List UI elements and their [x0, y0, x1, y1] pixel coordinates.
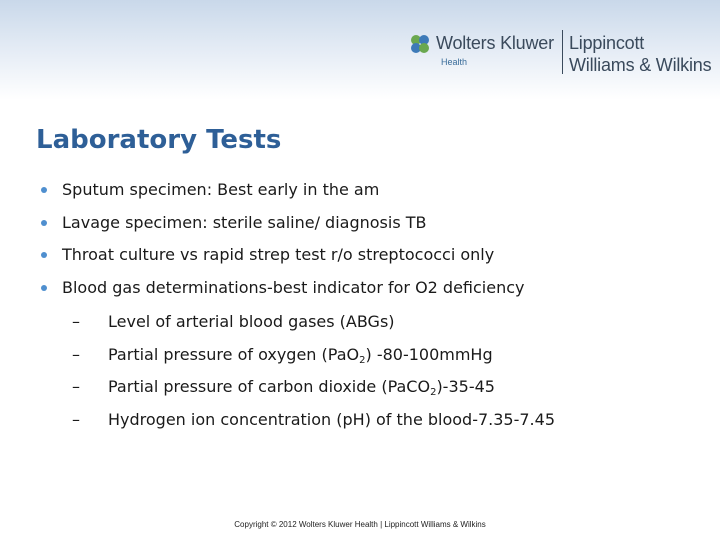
bullet-text: Blood gas determinations-best indicator for O2 deficiency: [62, 277, 525, 297]
bullet-item: [40, 178, 525, 211]
dash-marker: –: [72, 377, 80, 396]
bullet-item: [40, 276, 525, 309]
imprint-line-1: Lippincott: [569, 33, 645, 53]
division-name: Health: [441, 57, 468, 67]
dash-marker: –: [72, 344, 80, 364]
bullet-dot-icon: [41, 252, 47, 258]
logo-divider: [562, 30, 563, 74]
copyright-footer: Copyright © 2012 Wolters Kluwer Health | Lippincott Williams & Wilkins: [234, 520, 486, 529]
dash-marker: –: [72, 409, 80, 429]
bullet-text: Throat culture vs rapid strep test r/o streptococci only: [62, 245, 495, 264]
bullet-text: Lavage specimen: sterile saline/ diagnosis TB: [62, 212, 427, 232]
bullet-dot-icon: [41, 285, 47, 291]
sub-bullet-text: Partial pressure of oxygen (PaO$_2$) -80-100mmHg: [108, 344, 493, 366]
bullet-item: [40, 211, 525, 244]
dash-marker: –: [72, 312, 80, 331]
subscript: 2: [430, 387, 437, 398]
sub-bullet-item: [72, 408, 555, 441]
bullet-list: [40, 178, 525, 308]
company-name: Wolters Kluwer: [436, 33, 554, 53]
bullet-dot-icon: [41, 220, 47, 226]
wolters-kluwer-logo-icon: [408, 32, 432, 56]
sub-bullet-item: [72, 343, 555, 376]
bullet-dot-icon: [41, 187, 47, 193]
bullet-item: [40, 243, 525, 276]
sub-bullet-text: Hydrogen ion concentration (pH) of the blood-7.35-7.45: [108, 409, 555, 429]
sub-bullet-text: Partial pressure of carbon dioxide (PaCO$_2$)-35-45: [108, 377, 495, 398]
sub-bullet-list: [72, 310, 555, 440]
subscript: 2: [359, 354, 366, 366]
sub-bullet-item: [72, 310, 555, 343]
slide-title: Laboratory Tests: [36, 125, 282, 155]
bullet-text: Sputum specimen: Best early in the am: [62, 180, 380, 199]
sub-bullet-item: [72, 375, 555, 408]
sub-bullet-text: Level of arterial blood gases (ABGs): [108, 312, 395, 331]
imprint-line-2: Williams & Wilkins: [569, 55, 712, 75]
